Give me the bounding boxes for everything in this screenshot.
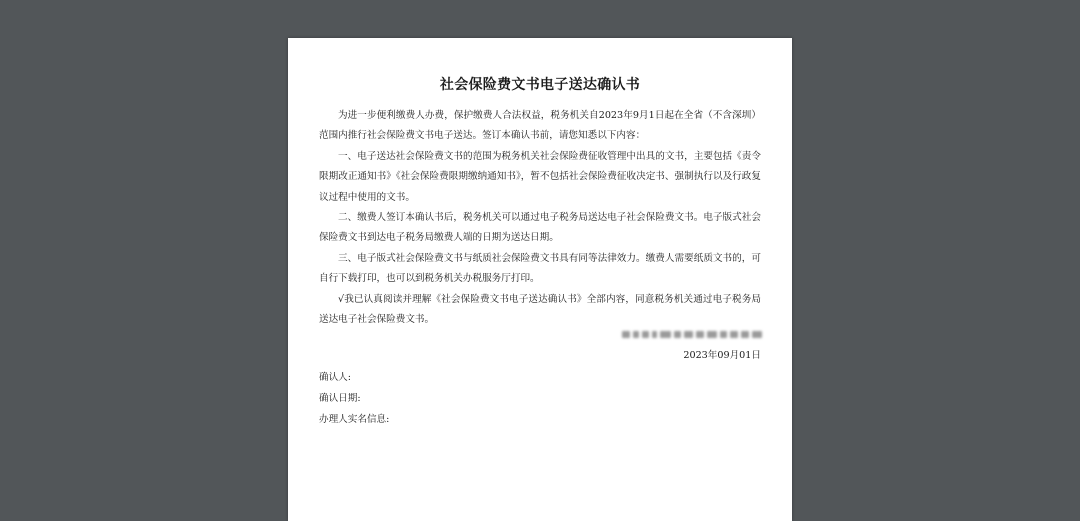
- document-body: [319, 106, 761, 330]
- document-page: [288, 38, 792, 521]
- handler-info-label: 办理人实名信息:: [319, 414, 390, 425]
- redacted-organization-name: [622, 329, 762, 340]
- document-title: 社会保险费文书电子送达确认书: [439, 77, 641, 93]
- confirmation-fields: [319, 367, 389, 430]
- consent-paragraph: √我已认真阅读并理解《社会保险费文书电子送达确认书》全部内容，同意税务机关通过电子税务局送达电子社会保险费文书。: [319, 293, 761, 326]
- clause-two-paragraph: 二、缴费人签订本确认书后，税务机关可以通过电子税务局送达电子社会保险费文书。电子版式社会保险费文书到达电子税务局缴费人端的日期为送达日期。: [319, 212, 761, 244]
- clause-one-paragraph: 一、电子送达社会保险费文书的范围为税务机关社会保险费征收管理中出具的文书，主要包括《责令限期改正通知书》《社会保险费限期缴纳通知书》，暂不包括社会保险费征收决定书、强制执行以及行政复议过程中使用的文书。: [319, 150, 761, 203]
- confirm-date-label: 确认日期:: [319, 393, 361, 404]
- clause-three-paragraph: 三、电子版式社会保险费文书与纸质社会保险费文书具有同等法律效力。缴费人需要纸质文书的，可自行下载打印，也可以到税务机关办税服务厅打印。: [319, 252, 761, 285]
- signature-date: 2023年09月01日: [683, 350, 761, 361]
- intro-paragraph: 为进一步便利缴费人办费，保护缴费人合法权益，税务机关自2023年9月1日起在全省（不含深圳）范围内推行社会保险费文书电子送达。签订本确认书前，请您知悉以下内容：: [319, 110, 761, 142]
- confirmer-label: 确认人:: [319, 372, 352, 383]
